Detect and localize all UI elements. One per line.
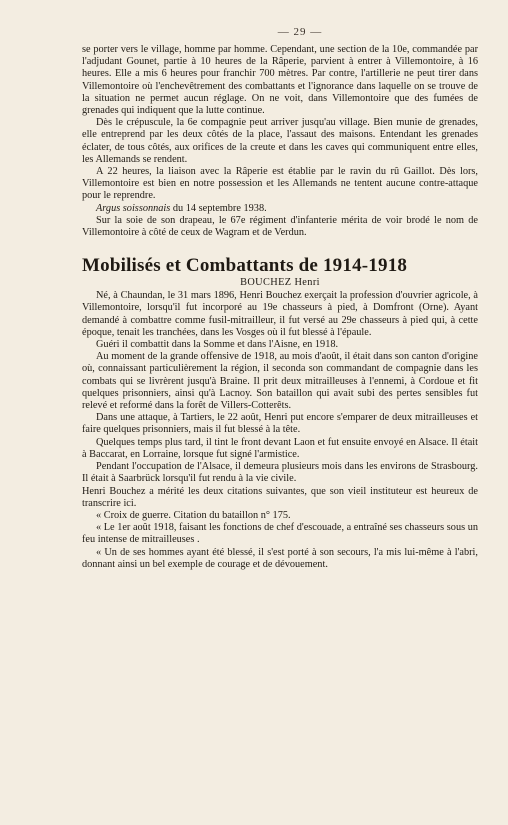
source-title: Argus soissonnais — [96, 202, 171, 214]
citation-line: « Un de ses hommes ayant été blessé, il s'est porté à son secours, l'a mis lui-même à l'abri, donnant ainsi un bel exemple de courage et de dévouement. — [82, 546, 478, 570]
paragraph: Né, à Chaundan, le 31 mars 1896, Henri Bouchez exerçait la profession d'ouvrier agricole, à Villemontoire, lorsqu'il fut incorporé au 19e chasseurs à pied, à Domfront (Orne). Ayant demandé à combattre comme fusil-mitrailleur, il fut versé au 29e chasseurs à pied qui, à cette époque, tenait les tranchées, dans les Vosges où il fut blessé à l'épaule. — [82, 290, 478, 338]
paragraph: Henri Bouchez a mérité les deux citations suivantes, que son vieil instituteur est heureux de transcrire ici. — [82, 485, 478, 509]
person-name: BOUCHEZ Henri — [240, 277, 320, 289]
source-line — [82, 203, 478, 215]
article-continued — [82, 44, 478, 239]
page-number: — 29 — — [277, 26, 323, 38]
citation-line: « Le 1er août 1918, faisant les fonctions de chef d'escouade, a entraîné ses chasseurs sous un feu intense de mitrailleuses . — [82, 522, 478, 546]
source-date: du 14 septembre 1938. — [170, 202, 267, 214]
section-title: Mobilisés et Combattants de 1914-1918 — [82, 255, 408, 277]
paragraph: Dans une attaque, à Tartiers, le 22 août, Henri put encore s'emparer de deux mitrailleuses et faire quelques prisonniers, mais il fut blessé à la tête. — [82, 412, 478, 436]
paragraph: Quelques temps plus tard, il tint le front devant Laon et fut ensuite envoyé en Alsace. Il était à Baccarat, en Lorraine, lorsque fut signé l'armistice. — [82, 436, 478, 460]
paragraph: Au moment de la grande offensive de 1918, au mois d'août, il était dans son canton d'origine où, connaissant particulièrement la région, il seconda son commandant de compagnie dans les combats qui se livrèrent jusqu'à Braine. Il prit deux mitrailleuses à l'ennemi, à Cordoue et fit quelques prisonniers, ainsi qu'à Lacnoy. Son bataillon qui avait subi des pertes sensibles fut relevé et reformé dans la forêt de Villers-Cotterêts. — [82, 351, 478, 412]
paragraph: se porter vers le village, homme par homme. Cependant, une section de la 10e, commandée par l'adjudant Gounet, partie à 10 heures de la Râperie, parvient à entrer à Villemontoire, à 16 heures. Elle a mis 6 heures pour franchir 700 mètres. Par contre, l'artillerie ne peut tirer dans Villemontoire où l'enchevêtrement des combattants et l'ignorance dans laquelle on se trouve de la situation ne permet aucun réglage. On ne voit, dans Villemontoire que des fumées de grenades qui indiquent que la lutte continue. — [82, 44, 478, 117]
paragraph: Pendant l'occupation de l'Alsace, il demeura plusieurs mois dans les environs de Strasbourg. Il était à Saarbrück lorsqu'il fut rendu à la vie civile. — [82, 461, 478, 485]
paragraph: Dès le crépuscule, la 6e compagnie peut arriver jusqu'au village. Bien munie de grenades, elle entreprend par les deux côtés de la place, l'assaut des maisons. Entendant les grenades éclater, de tous côtés, aux orifices de la creute et dans les caves qui communiquent entre elles, les Allemands se rendent. — [82, 117, 478, 165]
paragraph: A 22 heures, la liaison avec la Râperie est établie par le ravin du rû Gaillot. Dès lors, Villemontoire est bien en notre possession et les Allemands ne tentent aucune contre-attaque pour le reprendre. — [82, 166, 478, 202]
biography — [82, 290, 478, 571]
citation-line: « Croix de guerre. Citation du bataillon n° 175. — [96, 509, 291, 521]
paragraph: Sur la soie de son drapeau, le 67e régiment d'infanterie mérita de voir brodé le nom de Villemontoire à côté de ceux de Wagram et de Verdun. — [82, 214, 478, 239]
paragraph: Guéri il combattit dans la Somme et dans l'Aisne, en 1918. — [96, 339, 339, 351]
